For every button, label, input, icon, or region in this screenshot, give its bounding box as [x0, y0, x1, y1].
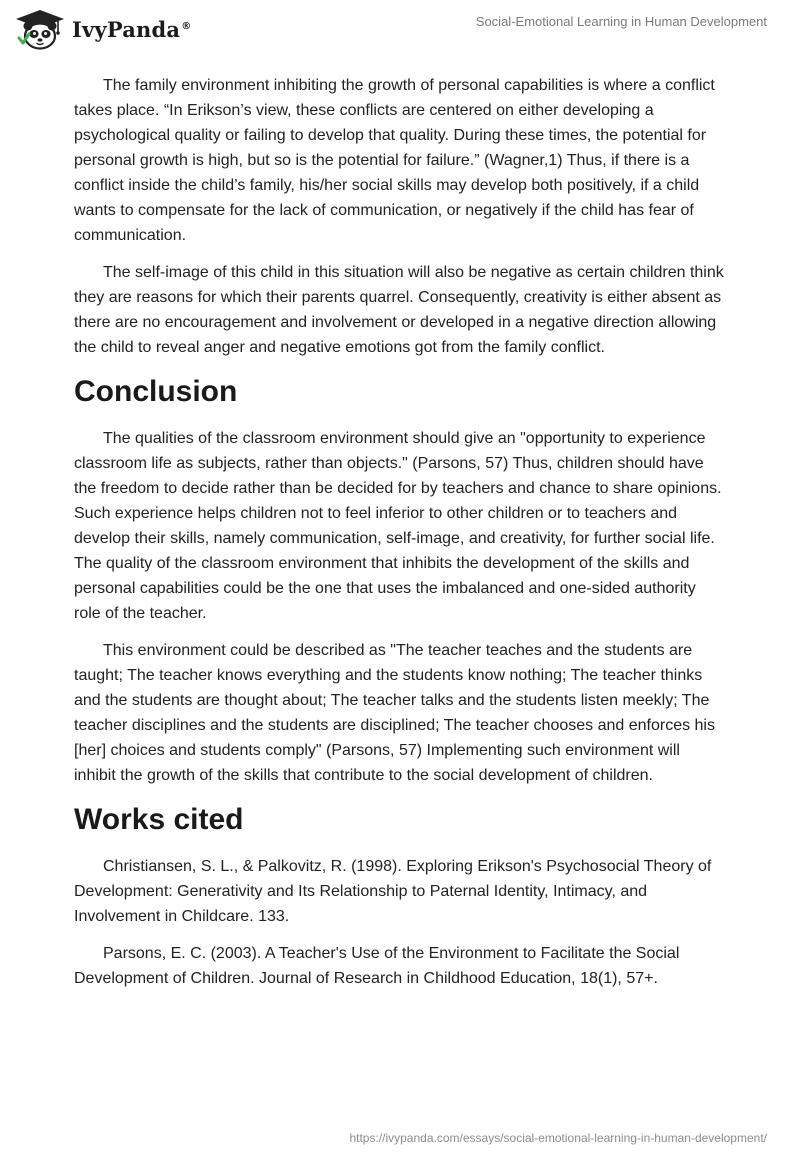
brand-name: IvyPanda® [72, 16, 192, 42]
ivypanda-logo[interactable] [14, 8, 191, 50]
conclusion-paragraph: The qualities of the classroom environment should give an "opportunity to experience classroom life as subjects, rather than objects." (Parsons, 57) Thus, children should have the freedom to decide rather than be decided for by teachers and chance to share opinions. Such experience helps children not to feel inferior to other children or to teachers and develop their skills, namely communication, self-image, and creativity, for further social life. The quality of the classroom environment that inhibits the development of the skills and personal capabilities could be the one that uses the imbalanced and one-sided authority role of the teacher. [74, 430, 722, 622]
citation-entry: Parsons, E. C. (2003). A Teacher's Use of the Environment to Facilitate the Social Development of Children. Journal of Research in Childhood Education, 18(1), 57+. [74, 945, 680, 987]
registered-mark: ® [181, 20, 192, 32]
body-paragraph: The self-image of this child in this situation will also be negative as certain children think they are reasons for which their parents quarrel. Consequently, creativity is either absent as there are no encouragement and involvement or developed in a negative direction allowing the child to reveal anger and negative emotions got from the family conflict. [74, 264, 724, 356]
conclusion-heading: Conclusion [74, 375, 238, 408]
body-paragraph: The family environment inhibiting the growth of personal capabilities is where a conflict takes place. “In Erikson’s view, these conflicts are centered on either developing a psychological quality or failing to develop that quality. During these times, the potential for personal growth is high, but so is the potential for failure.” (Wagner,1) Thus, if there is a conflict inside the child’s family, his/her social skills may develop both positively, if a child wants to compensate for the lack of communication, or negatively if the child has fear of communication. [74, 77, 715, 244]
essay-content [74, 73, 726, 1003]
page-header [0, 0, 800, 70]
panda-logo-icon [14, 8, 66, 50]
source-url[interactable]: https://ivypanda.com/essays/social-emotional-learning-in-human-development/ [349, 1131, 767, 1145]
conclusion-paragraph: This environment could be described as "The teacher teaches and the students are taught; The teacher knows everything and the students know nothing; The teacher thinks and the students are thought about; The teacher talks and the students listen meekly; The teacher disciplines and the students are disciplined; The teacher chooses and enforces his [her] choices and students comply" (Parsons, 57) Implementing such environment will inhibit the growth of the skills that contribute to the social development of children. [74, 642, 715, 784]
citation-entry: Christiansen, S. L., & Palkovitz, R. (1998). Exploring Erikson's Psychosocial Theory of Development: Generativity and Its Relationship to Paternal Identity, Intimacy, and Involvement in Childcare. 133. [74, 858, 712, 925]
document-title: Social-Emotional Learning in Human Development [475, 14, 767, 29]
works-cited-heading: Works cited [74, 803, 244, 836]
